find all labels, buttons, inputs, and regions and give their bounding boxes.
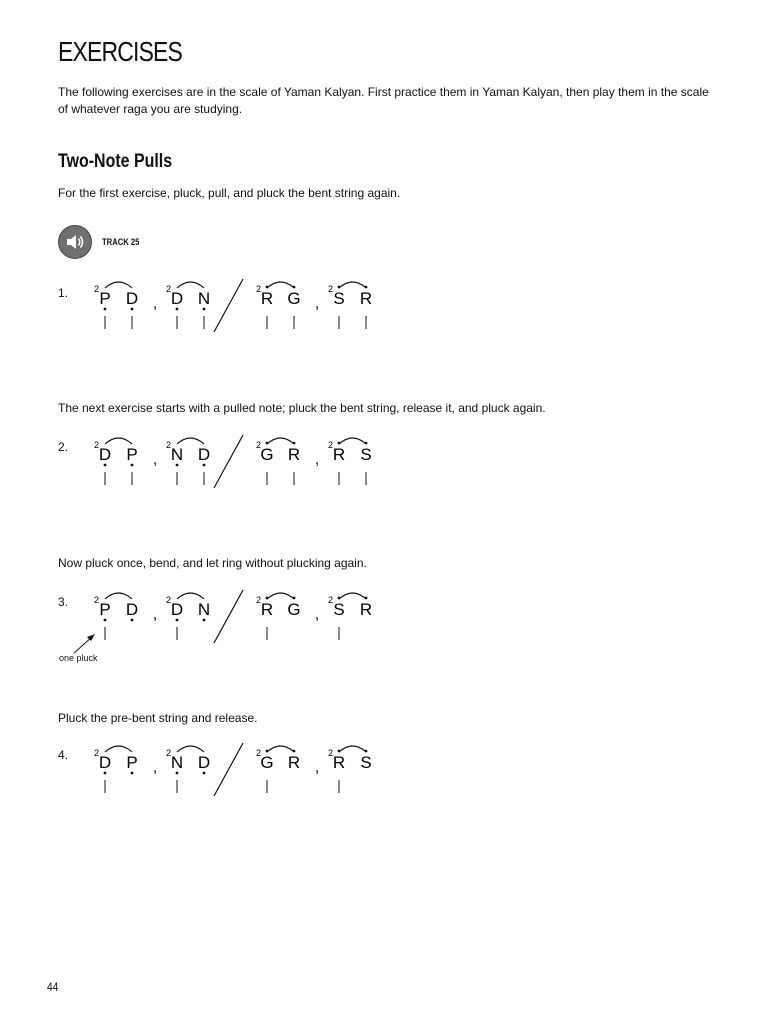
- bend-number: 2: [328, 440, 334, 450]
- exercise-2-number: 2.: [58, 440, 69, 454]
- phrase-divider: [214, 743, 243, 796]
- sargam-note: D: [125, 600, 139, 619]
- lower-octave-dot: [131, 308, 134, 311]
- sargam-note: R: [332, 753, 346, 772]
- phrase-divider: [214, 279, 243, 332]
- exercise-3-notation: [90, 585, 390, 655]
- exercise-3-instruction: Now pluck once, bend, and let ring without plucking again.: [58, 556, 367, 570]
- lower-octave-dot: [203, 619, 206, 622]
- exercise-1-instruction: For the first exercise, pluck, pull, and pluck the bent string again.: [58, 186, 401, 200]
- sargam-note: S: [360, 753, 372, 772]
- bend-arc: [105, 593, 132, 599]
- lower-octave-dot: [131, 464, 134, 467]
- group-separator: ,: [153, 295, 158, 312]
- bend-number: 2: [328, 748, 334, 758]
- bend-arc: [105, 282, 132, 288]
- bend-arc: [267, 593, 294, 599]
- sargam-note: P: [99, 289, 111, 308]
- upper-octave-dot: [293, 442, 296, 445]
- upper-octave-dot: [293, 597, 296, 600]
- sargam-note: G: [287, 600, 301, 619]
- bend-number: 2: [166, 595, 172, 605]
- bend-arc: [177, 438, 204, 444]
- speaker-icon[interactable]: [58, 225, 92, 259]
- phrase-divider: [214, 435, 243, 488]
- upper-octave-dot: [266, 750, 269, 753]
- bend-number: 2: [256, 284, 262, 294]
- upper-octave-dot: [338, 286, 341, 289]
- bend-arc: [177, 746, 204, 752]
- lower-octave-dot: [203, 772, 206, 775]
- lower-octave-dot: [104, 464, 107, 467]
- bend-arc: [177, 593, 204, 599]
- bend-arc: [339, 282, 366, 288]
- page-number: 44: [47, 980, 59, 994]
- sargam-note: N: [170, 445, 184, 464]
- sargam-note: R: [359, 289, 373, 308]
- lower-octave-dot: [131, 772, 134, 775]
- lower-octave-dot: [176, 619, 179, 622]
- bend-number: 2: [166, 748, 172, 758]
- bend-number: 2: [94, 440, 100, 450]
- sargam-note: R: [287, 445, 301, 464]
- upper-octave-dot: [338, 750, 341, 753]
- sargam-note: D: [197, 753, 211, 772]
- sargam-note: N: [170, 753, 184, 772]
- bend-number: 2: [328, 595, 334, 605]
- sargam-note: R: [287, 753, 301, 772]
- upper-octave-dot: [365, 597, 368, 600]
- section-heading: Two-Note Pulls: [58, 151, 173, 172]
- bend-number: 2: [328, 284, 334, 294]
- sargam-note: S: [333, 600, 345, 619]
- exercise-3-number: 3.: [58, 595, 69, 609]
- bend-arc: [177, 282, 204, 288]
- upper-octave-dot: [266, 597, 269, 600]
- bend-arc: [105, 438, 132, 444]
- phrase-divider: [214, 590, 243, 643]
- group-separator: ,: [315, 759, 320, 776]
- upper-octave-dot: [293, 286, 296, 289]
- sargam-note: N: [197, 600, 211, 619]
- lower-octave-dot: [131, 619, 134, 622]
- bend-number: 2: [94, 595, 100, 605]
- sargam-note: R: [359, 600, 373, 619]
- bend-arc: [105, 746, 132, 752]
- intro-paragraph: The following exercises are in the scale of Yaman Kalyan. First practice them in Yaman Kalyan, then play them in the scale of whatever raga you are studying.: [58, 85, 709, 116]
- bend-arc: [267, 282, 294, 288]
- sargam-note: D: [98, 445, 112, 464]
- sargam-note: R: [332, 445, 346, 464]
- bend-number: 2: [256, 595, 262, 605]
- bend-number: 2: [94, 748, 100, 758]
- exercise-4-notation: [90, 738, 390, 808]
- lower-octave-dot: [104, 619, 107, 622]
- group-separator: ,: [153, 606, 158, 623]
- exercise-4-instruction: Pluck the pre-bent string and release.: [58, 711, 258, 725]
- upper-octave-dot: [338, 597, 341, 600]
- bend-arc: [267, 746, 294, 752]
- sargam-note: G: [287, 289, 301, 308]
- sargam-note: S: [360, 445, 372, 464]
- track-25-audio[interactable]: [58, 225, 146, 259]
- bend-number: 2: [94, 284, 100, 294]
- track-label: TRACK 25: [102, 237, 140, 247]
- exercise-2-notation: [90, 430, 390, 500]
- page-title: EXERCISES: [58, 36, 183, 67]
- sargam-note: R: [260, 600, 274, 619]
- bend-number: 2: [166, 440, 172, 450]
- group-separator: ,: [315, 606, 320, 623]
- sargam-note: G: [260, 753, 274, 772]
- upper-octave-dot: [365, 750, 368, 753]
- bend-number: 2: [256, 748, 262, 758]
- sargam-note: R: [260, 289, 274, 308]
- one-pluck-annotation: one pluck: [59, 653, 98, 663]
- bend-arc: [339, 746, 366, 752]
- upper-octave-dot: [266, 442, 269, 445]
- exercise-2-instruction: The next exercise starts with a pulled note; pluck the bent string, release it, and pluck again.: [58, 401, 546, 415]
- upper-octave-dot: [293, 750, 296, 753]
- sargam-note: D: [170, 289, 184, 308]
- lower-octave-dot: [176, 464, 179, 467]
- sargam-note: P: [126, 445, 138, 464]
- upper-octave-dot: [338, 442, 341, 445]
- upper-octave-dot: [365, 442, 368, 445]
- bend-arc: [267, 438, 294, 444]
- lower-octave-dot: [104, 308, 107, 311]
- upper-octave-dot: [365, 286, 368, 289]
- upper-octave-dot: [266, 286, 269, 289]
- sargam-note: S: [333, 289, 345, 308]
- sargam-note: D: [170, 600, 184, 619]
- lower-octave-dot: [203, 308, 206, 311]
- bend-number: 2: [256, 440, 262, 450]
- group-separator: ,: [315, 295, 320, 312]
- lower-octave-dot: [104, 772, 107, 775]
- lower-octave-dot: [176, 772, 179, 775]
- sargam-note: D: [125, 289, 139, 308]
- lower-octave-dot: [203, 464, 206, 467]
- lower-octave-dot: [176, 308, 179, 311]
- sargam-note: P: [99, 600, 111, 619]
- sargam-note: D: [98, 753, 112, 772]
- group-separator: ,: [315, 451, 320, 468]
- sargam-note: N: [197, 289, 211, 308]
- group-separator: ,: [153, 759, 158, 776]
- exercise-1-notation: [90, 274, 390, 344]
- group-separator: ,: [153, 451, 158, 468]
- exercise-4-number: 4.: [58, 748, 69, 762]
- sargam-note: P: [126, 753, 138, 772]
- sargam-note: G: [260, 445, 274, 464]
- bend-arc: [339, 438, 366, 444]
- sargam-note: D: [197, 445, 211, 464]
- bend-number: 2: [166, 284, 172, 294]
- exercise-1-number: 1.: [58, 286, 69, 300]
- bend-arc: [339, 593, 366, 599]
